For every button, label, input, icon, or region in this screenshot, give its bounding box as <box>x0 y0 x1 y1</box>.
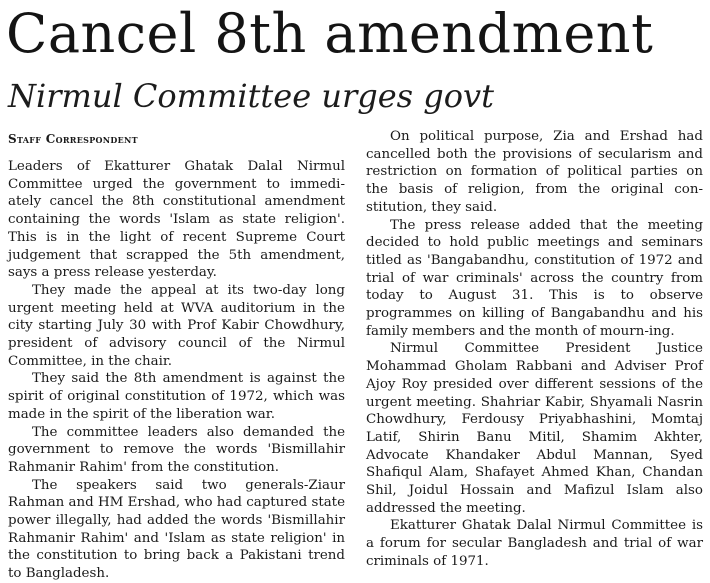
article-paragraph: Leaders of Ekatturer Ghatak Dalal Nirmul Committee urged the government to immedi-ately cancel the 8th constitutional amendment containing the words 'Islam as state religion'. This is in the light of recent Supreme Court judgement that scrapped the 5th amendment, says a press release yesterday. <box>8 159 345 281</box>
article-paragraph: The press release added that the meeting decided to hold public meetings and seminars titled as 'Bangabandhu, constitution of 1972 and trial of war criminals' across the country from today to August 31. This is to observe programmes on killing of Bangabandhu and his family members and the month of mourn-ing. <box>366 217 703 339</box>
article-paragraph: Ekatturer Ghatak Dalal Nirmul Committee is a forum for secular Bangladesh and trial of war criminals of 1971. <box>366 518 703 569</box>
article-paragraph: They said the 8th amendment is against the spirit of original constitution of 1972, which was made in the spirit of the liberation war. <box>8 371 345 422</box>
byline: Staff Correspondent <box>8 132 138 146</box>
article-paragraph: The committee leaders also demanded the government to remove the words 'Bismillahir Rahmanir Rahim' from the constitution. <box>8 424 345 475</box>
article-column-right <box>366 128 703 571</box>
headline: Cancel 8th amendment <box>6 2 654 65</box>
article-paragraph: They made the appeal at its two-day long urgent meeting held at WVA auditorium in the city starting July 30 with Prof Kabir Chowdhury, president of advisory council of the Nirmul Committee, in the chair. <box>8 282 345 369</box>
article-paragraph: The speakers said two generals-Ziaur Rahman and HM Ershad, who had captured state power illegally, had added the words 'Bismillahir Rahmanir Rahim' and 'Islam as state religion' in the constitution to bring back a Pakistani trend to Bangladesh. <box>8 477 345 582</box>
article-column-left <box>8 128 345 583</box>
subheadline: Nirmul Committee urges govt <box>8 77 494 115</box>
article-paragraph: Nirmul Committee President Justice Mohammad Gholam Rabbani and Adviser Prof Ajoy Roy presided over different sessions of the urgent meeting. Shahriar Kabir, Shyamali Nasrin Chowdhury, Ferdousy Priyabhashini, Momtaj Latif, Shirin Banu Mitil, Shamim Akhter, Advocate Khandaker Abdul Mannan, Syed Shafiqul Alam, Shafayet Ahmed Khan, Chandan Shil, Joidul Hossain and Mafizul Islam also addressed the meeting. <box>366 341 703 516</box>
article-paragraph: On political purpose, Zia and Ershad had cancelled both the provisions of secularism and restriction on formation of political parties on the basis of religion, from the original con-stitution, they said. <box>366 129 703 215</box>
